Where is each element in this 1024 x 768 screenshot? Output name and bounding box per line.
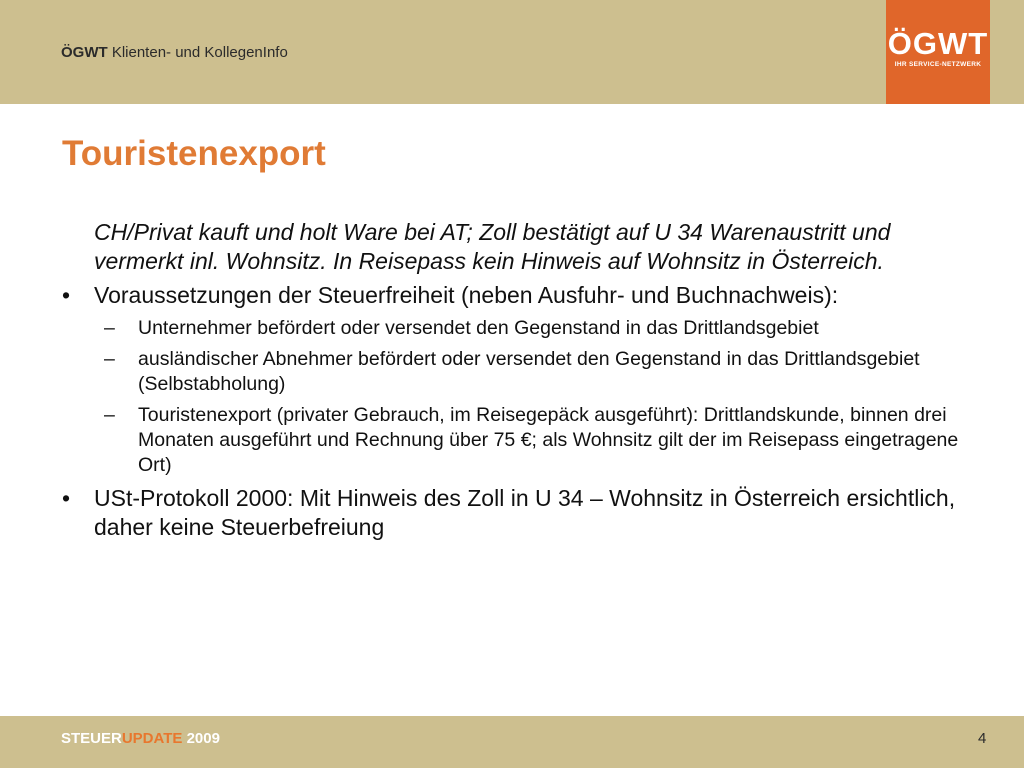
- sub-item: [104, 403, 972, 478]
- slide-title: Touristenexport: [62, 134, 326, 173]
- sub-item-text: Touristenexport (privater Gebrauch, im Reisegepäck ausgeführt): Drittlandskunde, binnen drei Monaten ausgeführt und Rechnung über 75 €; als Wohnsitz gilt der im Reisepass eingetragene Ort): [138, 404, 959, 476]
- page-number: 4: [978, 730, 987, 747]
- logo-tagline: IHR SERVICE-NETZWERK: [894, 61, 982, 68]
- header-subtitle: Klienten- und KollegenInfo: [111, 44, 288, 61]
- slide-content: [62, 218, 972, 544]
- footer-brand-steuer: STEUER: [61, 730, 122, 747]
- sub-item: [104, 316, 972, 341]
- bullet-text: USt-Protokoll 2000: Mit Hinweis des Zoll in U 34 – Wohnsitz in Österreich ersichtlich, daher keine Steuerbefreiung: [94, 485, 956, 540]
- header-brand: ÖGWT: [61, 44, 108, 61]
- sub-item-text: Unternehmer befördert oder versendet den Gegenstand in das Drittlandsgebiet: [138, 317, 819, 339]
- dash-mark: –: [104, 404, 115, 426]
- footer-brand: [61, 730, 220, 747]
- dash-mark: –: [104, 317, 115, 339]
- logo-wordmark: ÖGWT: [887, 26, 989, 61]
- sub-item: [104, 347, 972, 397]
- bullet-mark: •: [62, 485, 71, 511]
- bullet-item: [62, 281, 972, 310]
- footer-brand-year: 2009: [182, 730, 220, 747]
- header-bar: [0, 0, 1024, 104]
- footer-bar: [0, 716, 1024, 768]
- sub-item-text: ausländischer Abnehmer befördert oder versendet den Gegenstand in das Drittlandsgebiet (Selbstabholung): [138, 348, 920, 395]
- footer-brand-update: UPDATE: [121, 730, 183, 747]
- oegwt-logo: [886, 0, 990, 104]
- intro-paragraph: CH/Privat kauft und holt Ware bei AT; Zoll bestätigt auf U 34 Warenaustritt und vermerkt inl. Wohnsitz. In Reisepass kein Hinweis auf Wohnsitz in Österreich.: [94, 219, 891, 274]
- bullet-text: Voraussetzungen der Steuerfreiheit (neben Ausfuhr- und Buchnachweis):: [94, 282, 839, 308]
- bullet-item: [62, 484, 972, 542]
- bullet-mark: •: [62, 282, 71, 308]
- header-title: [61, 44, 288, 61]
- dash-mark: –: [104, 348, 115, 370]
